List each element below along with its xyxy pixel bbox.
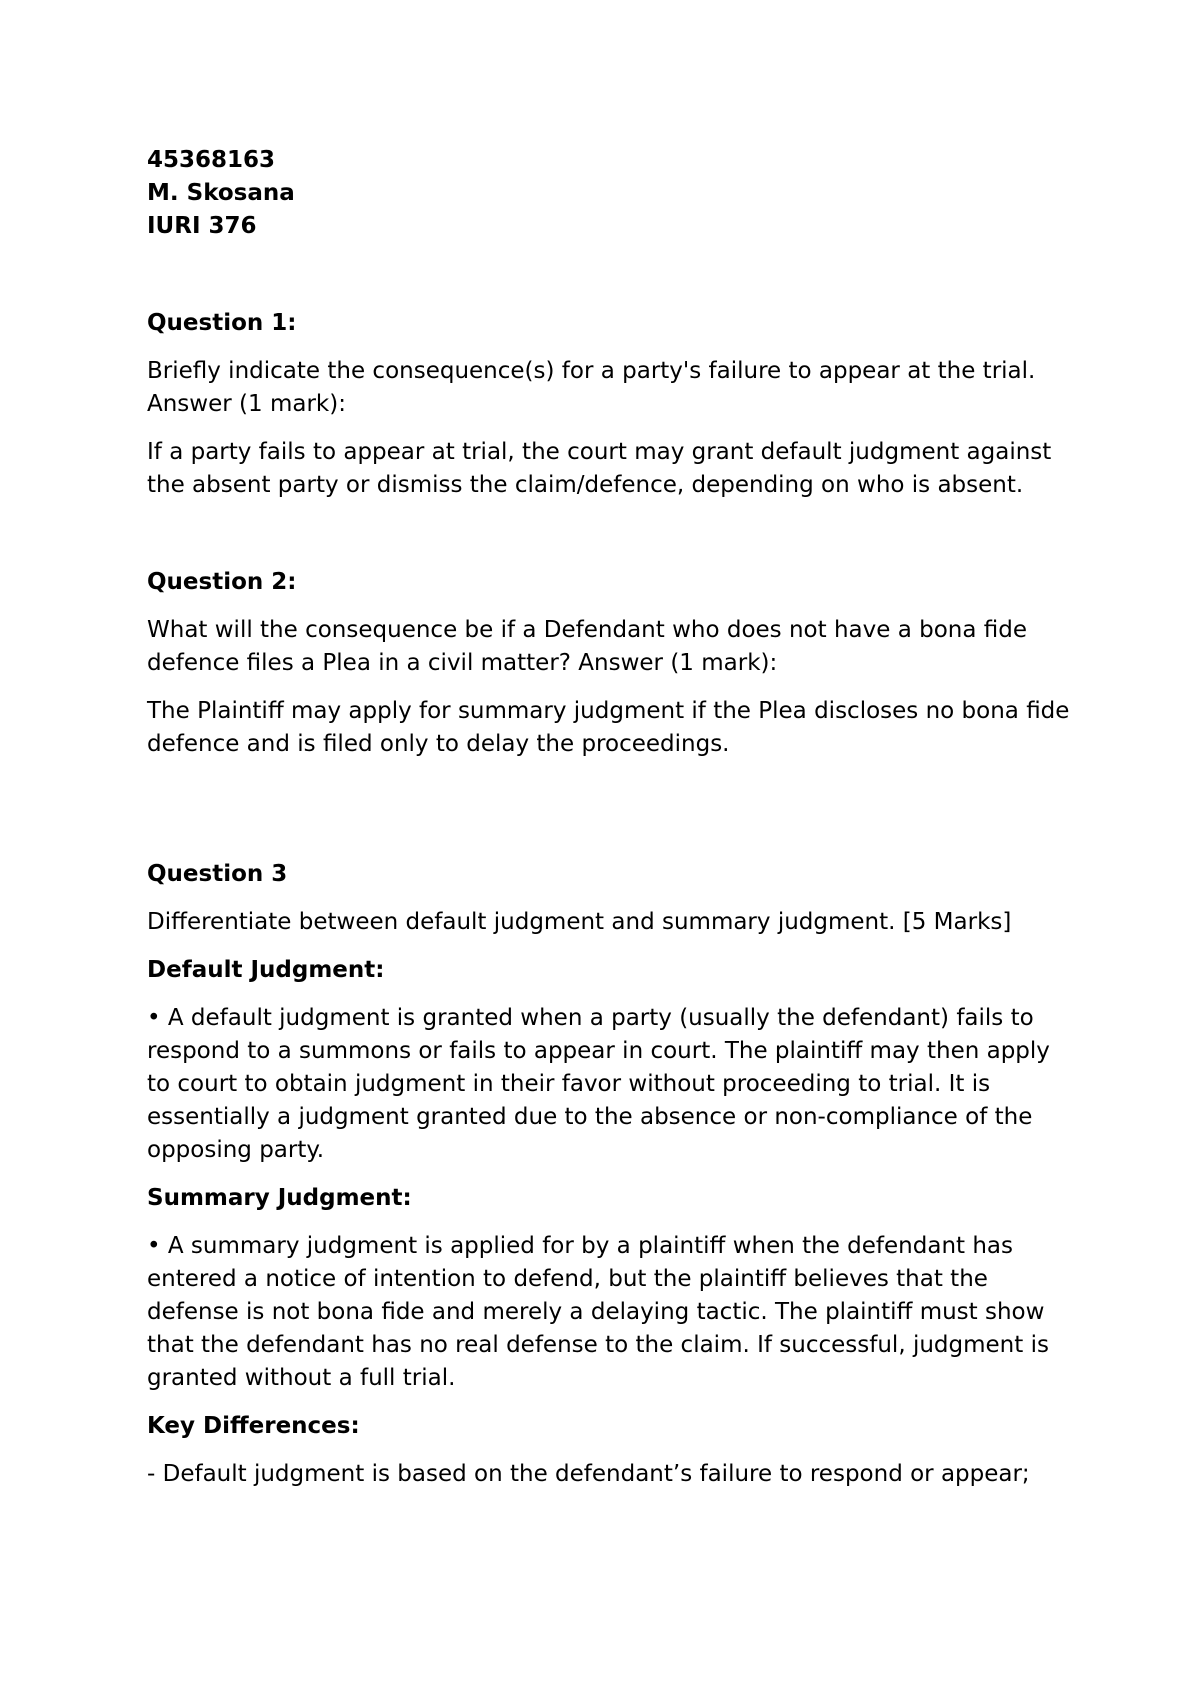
student-number: 45368163 xyxy=(147,147,276,173)
module-code: IURI 376 xyxy=(147,213,257,239)
key-differences-text: - Default judgment is based on the defendant’s failure to respond or appear; xyxy=(147,1461,1030,1487)
question-2-title: Question 2: xyxy=(147,569,297,595)
default-judgment-heading: Default Judgment: xyxy=(147,957,385,983)
document-page xyxy=(147,144,1077,1491)
key-differences-heading: Key Differences: xyxy=(147,1413,360,1439)
question-1-title: Question 1: xyxy=(147,310,297,336)
default-judgment-text: • A default judgment is granted when a party (usually the defendant) fails to respond to a summons or fails to appear in court. The plaintiff may then apply to court to obtain judgment in their favor without proceeding to trial. It is essentially a judgment granted due to the absence or non-compliance of the opposing party. xyxy=(147,1005,1050,1163)
summary-judgment-heading: Summary Judgment: xyxy=(147,1185,412,1211)
summary-judgment-text: • A summary judgment is applied for by a plaintiff when the defendant has entered a notice of intention to defend, but the plaintiff believes that the defense is not bona fide and merely a delaying tactic. The plaintiff must show that the defendant has no real defense to the claim. If successful, judgment is granted without a full trial. xyxy=(147,1233,1049,1391)
question-2-text: What will the consequence be if a Defendant who does not have a bona fide defence files a Plea in a civil matter? Answer (1 mark): xyxy=(147,617,1027,676)
question-1-answer: If a party fails to appear at trial, the court may grant default judgment against the absent party or dismiss the claim/defence, depending on who is absent. xyxy=(147,439,1052,498)
question-3-text: Differentiate between default judgment and summary judgment. [5 Marks] xyxy=(147,909,1012,935)
student-name: M. Skosana xyxy=(147,180,295,206)
question-1-text: Briefly indicate the consequence(s) for a party's failure to appear at the trial. Answer (1 mark): xyxy=(147,358,1036,417)
question-2-answer: The Plaintiff may apply for summary judgment if the Plea discloses no bona fide defence and is filed only to delay the proceedings. xyxy=(147,698,1070,757)
question-3-title: Question 3 xyxy=(147,861,288,887)
